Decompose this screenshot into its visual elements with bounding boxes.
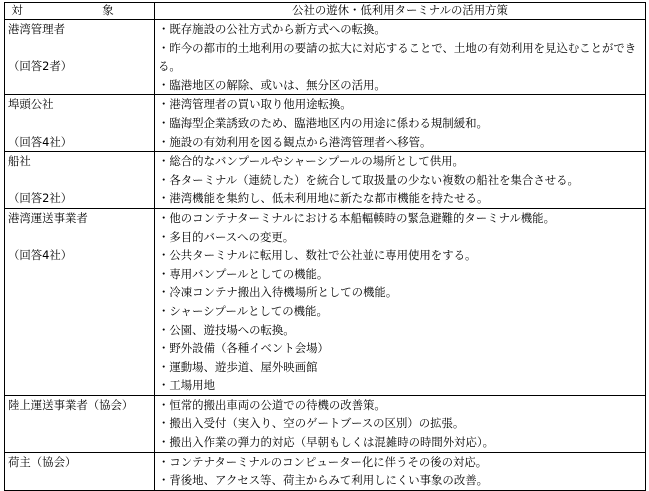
- list-item: ・公園、遊技場への転換。: [158, 322, 295, 337]
- row-responses: （回答2者）: [8, 59, 73, 74]
- table-row: [5, 152, 646, 209]
- list-item: ・運動場、遊歩道、屋外映画館: [158, 359, 318, 374]
- row-category: 荷主（協会）: [8, 454, 77, 469]
- list-item: ・臨港地区の解除、或いは、無分区の活用。: [158, 77, 386, 92]
- row-category: 港湾管理者: [8, 22, 65, 36]
- survey-table-sheet: [4, 2, 645, 491]
- list-item: ・港湾機能を集約し、低未利用地に新たな都市機能を持たせる。: [158, 191, 489, 206]
- list-item: ・港湾管理者の買い取り他用途転換。: [158, 97, 352, 112]
- list-item: ・既存施設の公社方式から新方式への転換。: [158, 22, 386, 36]
- table-row: [5, 395, 646, 452]
- list-item: ・他のコンテナターミナルにおける本船輻輳時の緊急避難的ターミナル機能。: [158, 210, 555, 225]
- row-target-cell: [5, 20, 155, 95]
- row-target-cell: [5, 208, 155, 395]
- row-measures-cell: [155, 152, 646, 209]
- list-item: ・工場用地: [158, 378, 215, 393]
- row-measures-cell: [155, 208, 646, 395]
- list-item: ・臨海型企業誘致のため、臨港地区内の用途に係わる規制緩和。: [158, 115, 488, 130]
- list-item: ・多目的バースへの変更。: [158, 229, 295, 244]
- table-row: [5, 452, 646, 490]
- row-target-cell: [5, 395, 155, 452]
- list-item: ・各ターミナル（連続した）を統合して取扱量の少ない複数の船社を集合させる。: [158, 172, 579, 187]
- list-item: ・冷凍コンテナ搬出入待機場所としての機能。: [158, 285, 398, 300]
- list-item: ・昨今の都市的土地利用の要請の拡大に対応することで、土地の有効利用を見込むことができる。: [158, 40, 637, 74]
- row-target-cell: [5, 95, 155, 152]
- row-target-cell: [5, 452, 155, 490]
- list-item: ・コンテナターミナルのコンピューター化に伴うその後の対応。: [158, 454, 488, 469]
- table-row: [5, 95, 646, 152]
- list-item: ・搬出入受付（実入り、空のゲートブースの区別）の拡張。: [158, 416, 465, 431]
- row-category: 港湾運送事業者: [8, 210, 88, 225]
- row-measures-cell: [155, 395, 646, 452]
- header-measures: 公社の遊休・低利用ターミナルの活用方策: [155, 3, 646, 20]
- row-category: 陸上運送事業者（協会）: [8, 397, 134, 412]
- list-item: ・恒常的搬出車両の公道での待機の改善策。: [158, 397, 386, 412]
- list-item: ・背後地、アクセス等、荷主からみて利用しにくい事象の改善。: [158, 473, 488, 488]
- row-measures-cell: [155, 20, 646, 95]
- header-target: 対 象: [5, 3, 155, 20]
- row-measures-cell: [155, 95, 646, 152]
- row-responses: （回答4社）: [8, 248, 73, 263]
- list-item: ・総合的なバンプールやシャーシプールの場所として供用。: [158, 154, 464, 169]
- row-target-cell: [5, 152, 155, 209]
- list-item: ・野外設備（各種イベント会場）: [158, 341, 329, 356]
- list-item: ・搬出入作業の弾力的対応（早朝もしくは混雑時の時間外対応）。: [158, 435, 495, 450]
- table-header-row: [5, 3, 646, 20]
- list-item: ・シャーシプールとしての機能。: [158, 303, 328, 318]
- row-category: 埠頭公社: [8, 97, 54, 112]
- list-item: ・専用バンプールとしての機能。: [158, 266, 329, 281]
- row-responses: （回答2社）: [8, 191, 73, 206]
- table-row: [5, 208, 646, 395]
- list-item: ・公共ターミナルに転用し、数社で公社並に専用使用をする。: [158, 248, 477, 263]
- table-row: [5, 20, 646, 95]
- row-responses: （回答4社）: [8, 134, 73, 149]
- row-category: 船社: [8, 154, 31, 169]
- list-item: ・施設の有効利用を図る観点から港湾管理者へ移管。: [158, 134, 432, 149]
- row-measures-cell: [155, 452, 646, 490]
- terminal-utilization-table: [4, 2, 646, 491]
